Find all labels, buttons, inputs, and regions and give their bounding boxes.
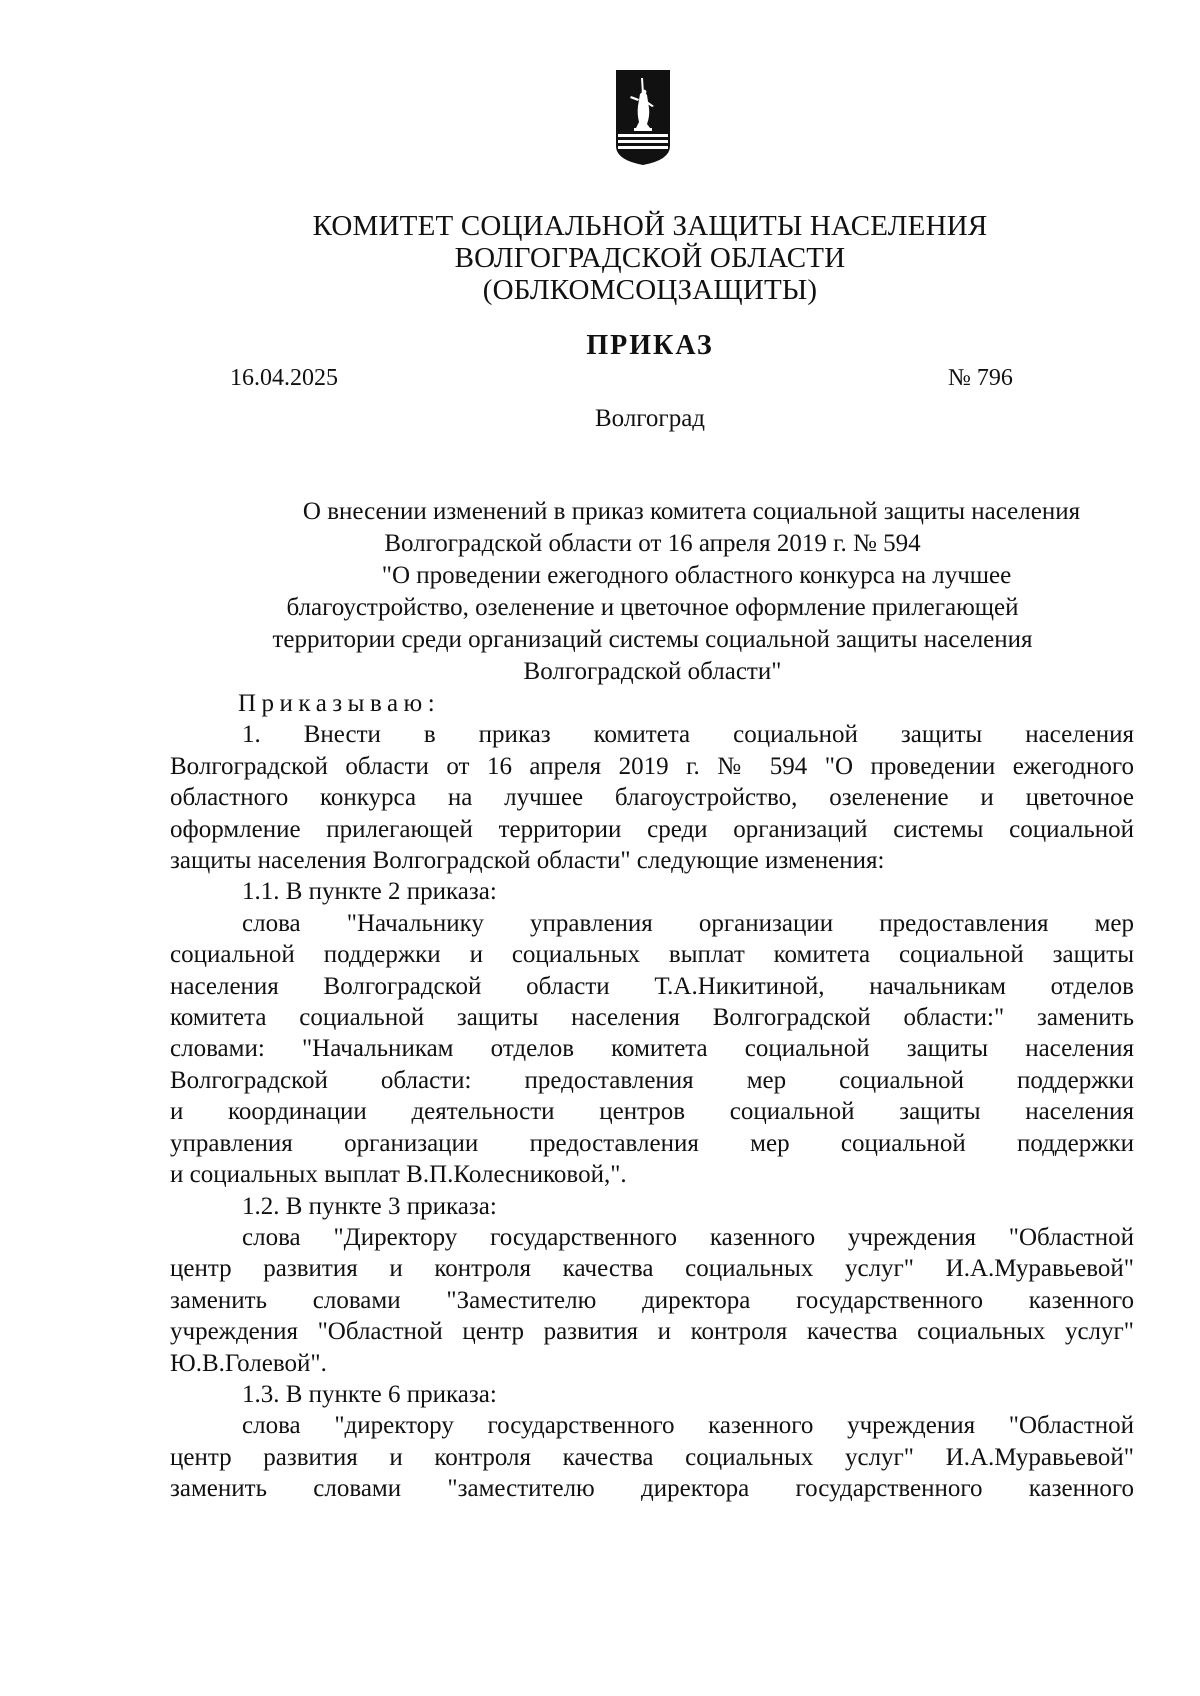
body-line: 1. Внести в приказ комитета социальной защиты населения (242, 721, 1134, 749)
body-line: комитета социальной защиты населения Волгоградской области:" заменить (170, 1004, 1134, 1032)
body-line: Волгоградской области: предоставления мер социальной поддержки (170, 1066, 1134, 1094)
body-line: заменить словами "заместителю директора государственного казенного (170, 1475, 1134, 1503)
order-number: № 796 (948, 365, 1013, 391)
body-line: заменить словами "Заместителю директора государственного казенного (170, 1286, 1134, 1314)
subject-line: территории среди организаций системы социальной защиты населения (272, 626, 1033, 653)
coat-of-arms-icon (614, 68, 672, 166)
clause-heading: 1.3. В пункте 6 приказа: (242, 1380, 497, 1408)
body-line: слова "Директору государственного казенного учреждения "Областной (242, 1223, 1134, 1251)
order-date: 16.04.2025 (230, 365, 338, 391)
body-line: населения Волгоградской области Т.А.Никитиной, начальникам отделов (170, 972, 1134, 1000)
body-line: центр развития и контроля качества социальных услуг" И.А.Муравьевой" (170, 1443, 1134, 1471)
subject-line: благоустройство, озеленение и цветочное оформление прилегающей (286, 594, 1019, 621)
subject-line: Волгоградской области от 16 апреля 2019 г. № 594 (384, 530, 921, 557)
document-title: ПРИКАЗ (586, 330, 714, 361)
body-line: защиты населения Волгоградской области" следующие изменения: (170, 847, 885, 875)
body-line: Ю.В.Голевой". (170, 1349, 327, 1377)
body-line: учреждения "Областной центр развития и контроля качества социальных услуг" (170, 1318, 1134, 1346)
order-body (170, 688, 1134, 1505)
body-line: областного конкурса на лучшее благоустройство, озеленение и цветочное (170, 784, 1134, 812)
organization-abbreviation: (ОБЛКОМСОЦЗАЩИТЫ) (482, 274, 818, 306)
body-line: социальной поддержки и социальных выплат комитета социальной защиты (170, 941, 1134, 969)
body-line: Волгоградской области от 16 апреля 2019 г. № 594 "О проведении ежегодного (170, 752, 1134, 780)
subject-line: "О проведении ежегодного областного конкурса на лучшее (381, 562, 1012, 589)
organization-name-line-1: КОМИТЕТ СОЦИАЛЬНОЙ ЗАЩИТЫ НАСЕЛЕНИЯ (312, 210, 988, 242)
organization-name-line-2: ВОЛГОГРАДСКОЙ ОБЛАСТИ (454, 242, 846, 274)
body-line: слова "директору государственного казенного учреждения "Областной (242, 1412, 1134, 1440)
clause-heading: 1.1. В пункте 2 приказа: (242, 878, 497, 906)
body-line: управления организации предоставления мер социальной поддержки (170, 1129, 1134, 1157)
order-directive-word: Приказываю: (238, 690, 441, 717)
body-line: центр развития и контроля качества социальных услуг" И.А.Муравьевой" (170, 1255, 1134, 1283)
subject-line: О внесении изменений в приказ комитета социальной защиты населения (302, 498, 1081, 525)
body-line: слова "Начальнику управления организации предоставления мер (242, 909, 1134, 937)
body-line: и социальных выплат В.П.Колесниковой,". (170, 1161, 627, 1189)
clause-heading: 1.2. В пункте 3 приказа: (242, 1192, 497, 1220)
organization-header (250, 210, 1050, 306)
order-subject (170, 496, 1135, 688)
body-line: и координации деятельности центров социальной защиты населения (170, 1098, 1134, 1126)
body-line: словами: "Начальникам отделов комитета социальной защиты населения (170, 1035, 1134, 1063)
body-line: оформление прилегающей территории среди организаций системы социальной (170, 815, 1134, 843)
subject-line: Волгоградской области" (523, 658, 782, 685)
order-city: Волгоград (594, 405, 706, 432)
